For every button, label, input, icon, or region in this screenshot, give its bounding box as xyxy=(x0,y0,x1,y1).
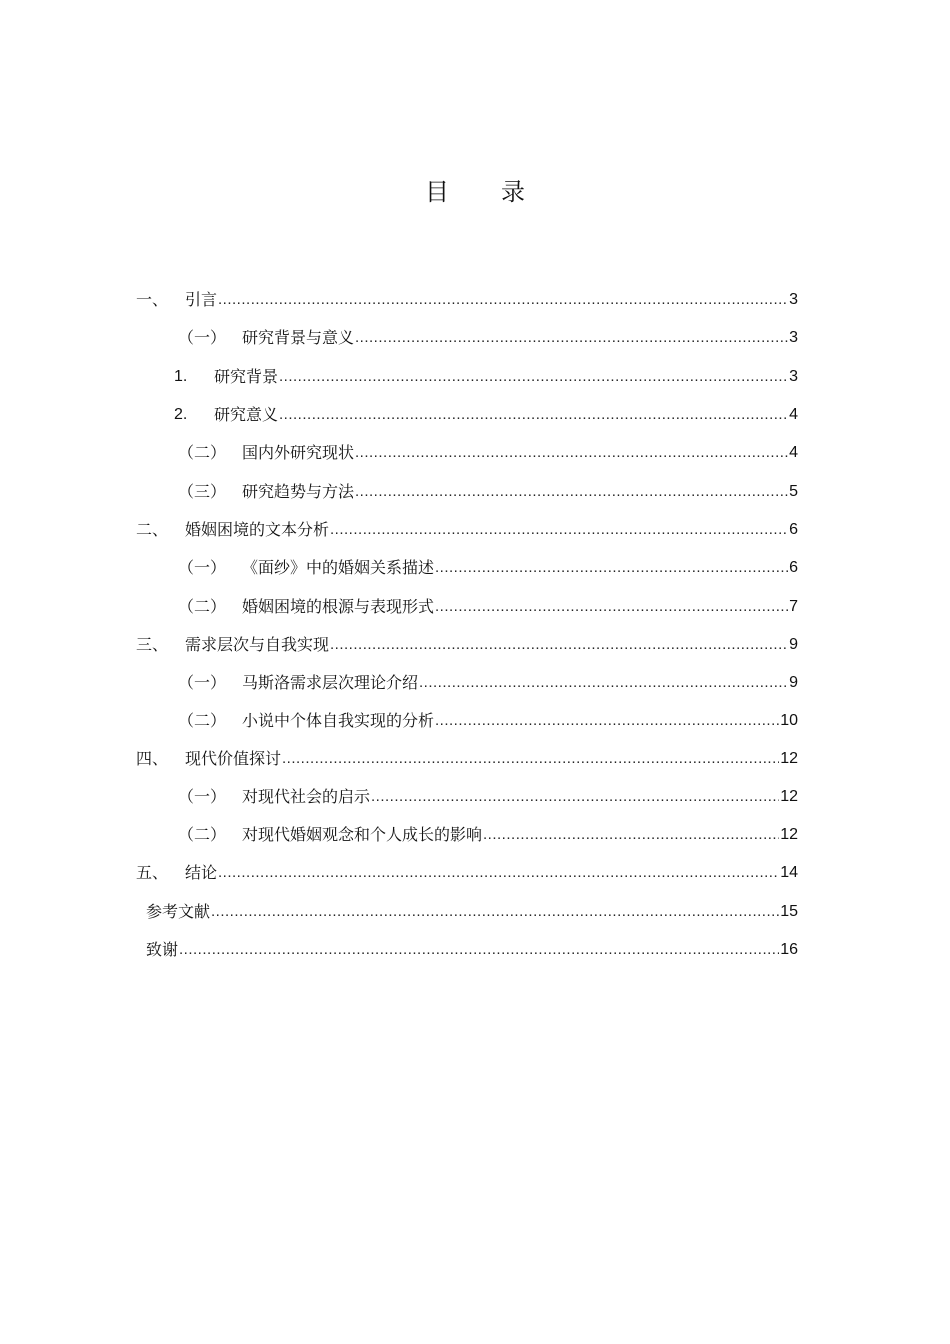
toc-entry-number: 三、 xyxy=(136,635,169,654)
toc-dot-leader xyxy=(355,482,788,502)
toc-entry-title: 需求层次与自我实现 xyxy=(185,635,330,654)
toc-entry-page-number: 4 xyxy=(789,406,798,423)
toc-entry-title: 婚姻困境的根源与表现形式 xyxy=(242,597,435,616)
toc-entry-title: 《面纱》中的婚姻关系描述 xyxy=(242,558,435,577)
toc-dot-leader xyxy=(279,405,788,425)
toc-entry-page-number: 12 xyxy=(780,826,798,843)
toc-dot-leader xyxy=(218,290,788,310)
toc-entry-title: 马斯洛需求层次理论介绍 xyxy=(242,673,419,692)
toc-entry-page-number: 14 xyxy=(780,864,798,881)
toc-entry-page-number: 4 xyxy=(789,444,798,461)
toc-entry-page-number: 6 xyxy=(789,559,798,576)
toc-entry-number: 1. xyxy=(174,368,188,385)
toc-dot-leader xyxy=(371,787,779,807)
toc-entry[interactable] xyxy=(178,548,798,578)
toc-entry-title: 研究意义 xyxy=(214,405,279,424)
toc-dot-leader xyxy=(282,749,779,769)
toc-entry[interactable] xyxy=(136,739,798,769)
toc-entry[interactable] xyxy=(178,701,798,731)
toc-entry[interactable] xyxy=(136,625,798,655)
toc-entry-number: （二） xyxy=(178,443,227,462)
toc-entry[interactable] xyxy=(136,280,798,310)
toc-entry[interactable] xyxy=(178,815,798,845)
toc-entry-title: 研究背景与意义 xyxy=(242,328,355,347)
toc-entry-page-number: 12 xyxy=(780,750,798,767)
toc-dot-leader xyxy=(218,863,779,883)
toc-entry-page-number: 6 xyxy=(789,521,798,538)
toc-dot-leader xyxy=(330,520,788,540)
toc-entry[interactable] xyxy=(178,433,798,463)
toc-entry-number: 四、 xyxy=(136,749,169,768)
toc-entry-number: （二） xyxy=(178,597,227,616)
toc-entry-page-number: 10 xyxy=(780,712,798,729)
toc-entry-title: 国内外研究现状 xyxy=(242,443,355,462)
toc-entry-title: 研究背景 xyxy=(214,367,279,386)
toc-entry-page-number: 3 xyxy=(789,329,798,346)
toc-dot-leader xyxy=(330,635,788,655)
toc-entry-title: 结论 xyxy=(185,863,218,882)
toc-entry-number: （一） xyxy=(178,328,227,347)
toc-entry-page-number: 3 xyxy=(789,368,798,385)
toc-entry-page-number: 5 xyxy=(789,483,798,500)
toc-entry-page-number: 15 xyxy=(780,903,798,920)
toc-entry-number: （一） xyxy=(178,558,227,577)
toc-dot-leader xyxy=(179,940,779,960)
toc-entry[interactable] xyxy=(146,930,798,960)
toc-dot-leader xyxy=(355,443,788,463)
toc-entry-title: 参考文献 xyxy=(146,902,211,921)
toc-dot-leader xyxy=(435,597,788,617)
toc-entry-page-number: 9 xyxy=(789,636,798,653)
toc-title xyxy=(0,172,950,207)
toc-entry-number: 五、 xyxy=(136,863,169,882)
toc-entry-page-number: 9 xyxy=(789,674,798,691)
toc-entry-title: 小说中个体自我实现的分析 xyxy=(242,711,435,730)
toc-entry-number: （二） xyxy=(178,825,227,844)
toc-title-char-2: 录 xyxy=(501,178,525,206)
toc-entry[interactable] xyxy=(178,777,798,807)
toc-entry[interactable] xyxy=(146,892,798,922)
toc-dot-leader xyxy=(355,328,788,348)
toc-entry-title: 对现代婚姻观念和个人成长的影响 xyxy=(242,825,483,844)
toc-entry[interactable] xyxy=(178,318,798,348)
toc-entry-page-number: 7 xyxy=(789,598,798,615)
toc-entry[interactable] xyxy=(174,395,798,425)
toc-entry-number: 二、 xyxy=(136,520,169,539)
toc-dot-leader xyxy=(435,558,788,578)
toc-entry-page-number: 12 xyxy=(780,788,798,805)
toc-entry-number: （一） xyxy=(178,673,227,692)
toc-dot-leader xyxy=(279,367,788,387)
toc-entry-page-number: 3 xyxy=(789,291,798,308)
toc-dot-leader xyxy=(419,673,788,693)
toc-entry-title: 对现代社会的启示 xyxy=(242,787,371,806)
toc-entry-number: 2. xyxy=(174,406,188,423)
toc-entry-number: （二） xyxy=(178,711,227,730)
toc-entry-number: （一） xyxy=(178,787,227,806)
toc-dot-leader xyxy=(483,825,779,845)
toc-entry-page-number: 16 xyxy=(780,941,798,958)
toc-dot-leader xyxy=(435,711,779,731)
toc-dot-leader xyxy=(211,902,779,922)
toc-entry-title: 研究趋势与方法 xyxy=(242,482,355,501)
toc-entry-title: 婚姻困境的文本分析 xyxy=(185,520,330,539)
toc-entry[interactable] xyxy=(136,510,798,540)
toc-entry-title: 引言 xyxy=(185,290,218,309)
toc-entry[interactable] xyxy=(178,587,798,617)
toc-entry[interactable] xyxy=(178,472,798,502)
toc-entry-number: 一、 xyxy=(136,290,169,309)
toc-entry-number: （三） xyxy=(178,482,227,501)
toc-entry[interactable] xyxy=(178,663,798,693)
toc-entry[interactable] xyxy=(136,853,798,883)
toc-entry[interactable] xyxy=(174,357,798,387)
toc-entry-title: 致谢 xyxy=(146,940,179,959)
toc-entry-title: 现代价值探讨 xyxy=(185,749,282,768)
toc-title-char-1: 目 xyxy=(425,178,449,206)
